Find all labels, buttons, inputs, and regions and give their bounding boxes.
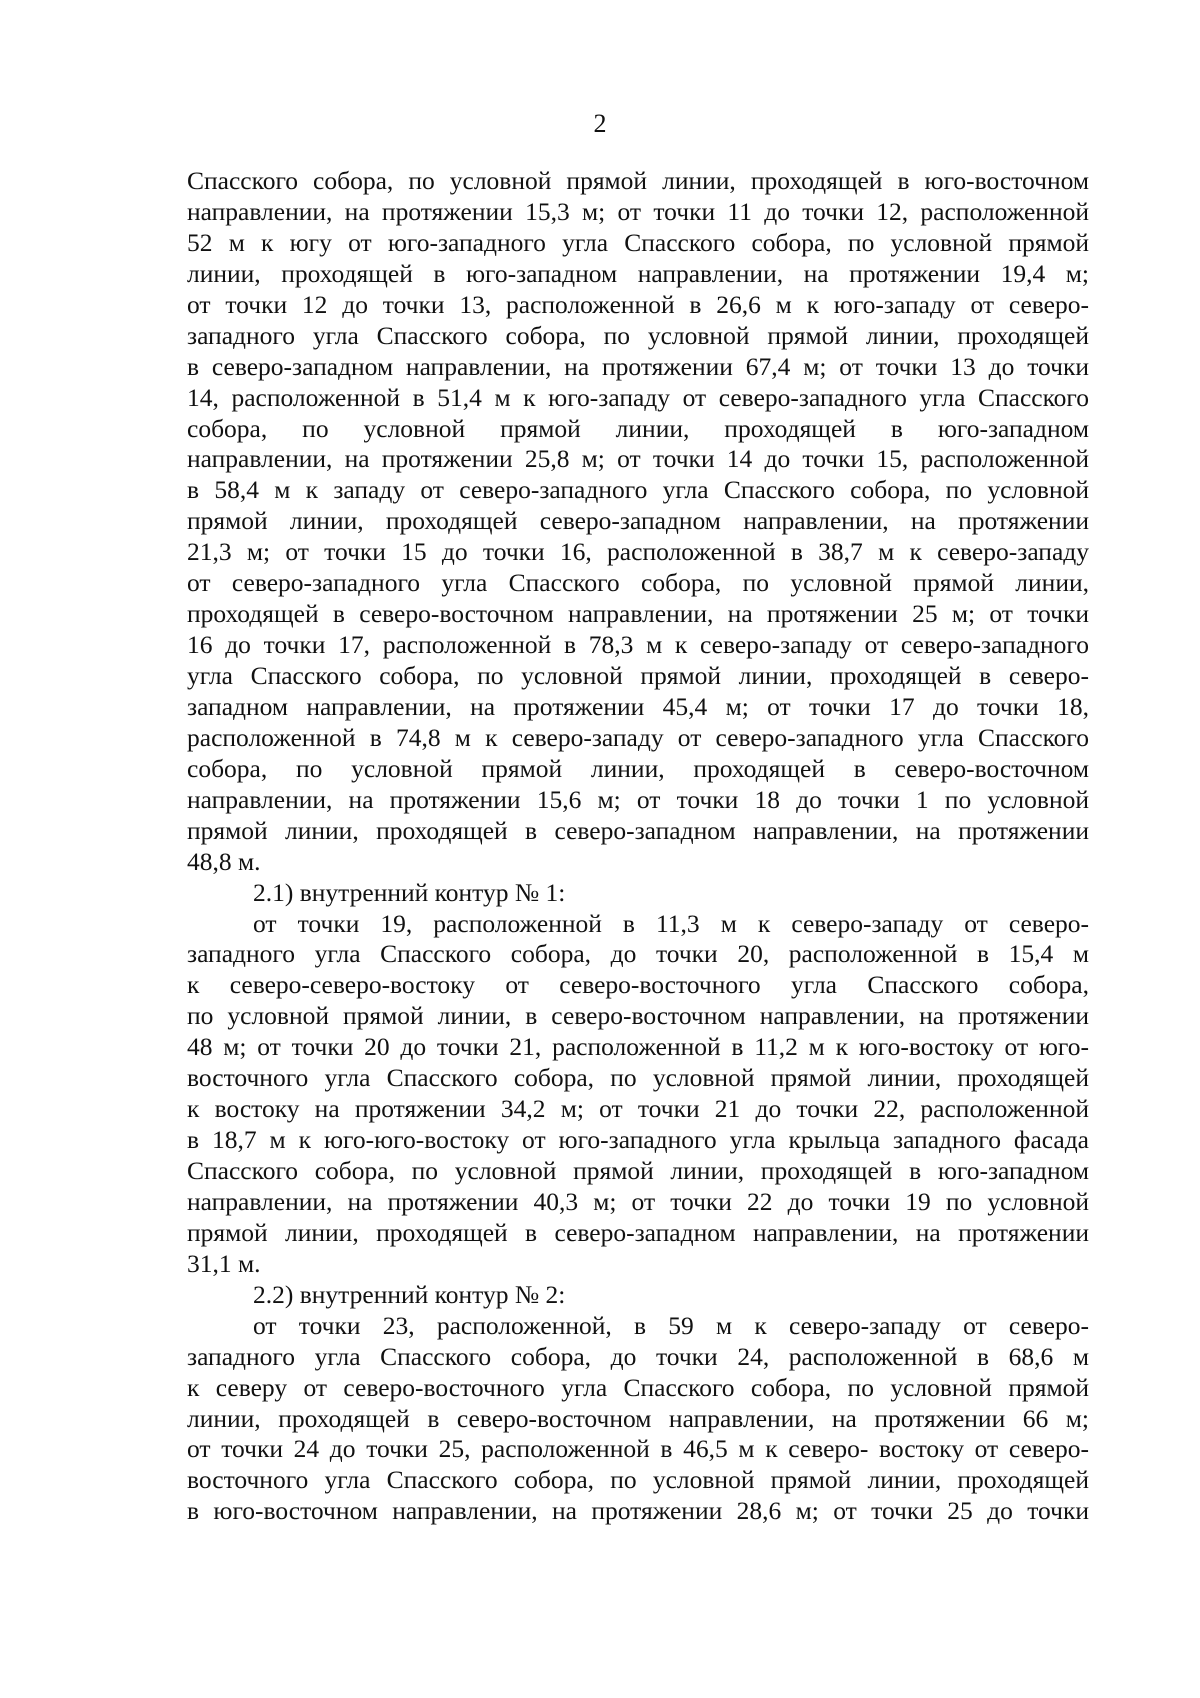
- text-line: от точки 12 до точки 13, расположенной в 26,6 м к юго-западу от северо-: [187, 289, 1089, 319]
- text-line: 31,1 м.: [187, 1248, 261, 1278]
- text-line: от точки 23, расположенной, в 59 м к северо-западу от северо-: [253, 1310, 1089, 1340]
- text-line: 48 м; от точки 20 до точки 21, расположенной в 11,2 м к юго-востоку от юго-: [187, 1032, 1089, 1062]
- text-line: 14, расположенной в 51,4 м к юго-западу от северо-западного угла Спасского: [187, 382, 1089, 412]
- text-line: 52 м к югу от юго-западного угла Спасского собора, по условной прямой: [187, 227, 1089, 257]
- text-line: в юго-восточном направлении, на протяжении 28,6 м; от точки 25 до точки: [187, 1496, 1089, 1526]
- text-line: восточного угла Спасского собора, по условной прямой линии, проходящей: [187, 1465, 1089, 1495]
- text-line: к северо-северо-востоку от северо-восточного угла Спасского собора,: [187, 970, 1089, 1000]
- text-line: западного угла Спасского собора, до точки 24, расположенной в 68,6 м: [187, 1341, 1089, 1371]
- text-line: западного угла Спасского собора, по условной прямой линии, проходящей: [187, 320, 1089, 350]
- text-line: восточного угла Спасского собора, по условной прямой линии, проходящей: [187, 1063, 1089, 1093]
- text-line: линии, проходящей в юго-западном направлении, на протяжении 19,4 м;: [187, 258, 1089, 288]
- text-line: западного угла Спасского собора, до точки 20, расположенной в 15,4 м: [187, 939, 1089, 969]
- text-line: 21,3 м; от точки 15 до точки 16, расположенной в 38,7 м к северо-западу: [187, 537, 1089, 567]
- text-line: прямой линии, проходящей в северо-западном направлении, на протяжении: [187, 1217, 1089, 1247]
- text-line: от северо-западного угла Спасского собора, по условной прямой линии,: [187, 568, 1089, 598]
- text-line: собора, по условной прямой линии, проходящей в юго-западном: [187, 413, 1089, 443]
- text-line: 2.1) внутренний контур № 1:: [253, 877, 566, 907]
- text-line: 16 до точки 17, расположенной в 78,3 м к северо-западу от северо-западного: [187, 630, 1089, 660]
- text-line: от точки 24 до точки 25, расположенной в 46,5 м к северо- востоку от северо-: [187, 1434, 1089, 1464]
- text-line: по условной прямой линии, в северо-восточном направлении, на протяжении: [187, 1001, 1089, 1031]
- text-line: 48,8 м.: [187, 846, 261, 876]
- text-line: линии, проходящей в северо-восточном направлении, на протяжении 66 м;: [187, 1403, 1089, 1433]
- text-line: Спасского собора, по условной прямой линии, проходящей в юго-восточном: [187, 166, 1089, 195]
- text-line: направлении, на протяжении 25,8 м; от точки 14 до точки 15, расположенной: [187, 444, 1089, 474]
- text-line: направлении, на протяжении 15,6 м; от точки 18 до точки 1 по условной: [187, 784, 1089, 814]
- text-line: прямой линии, проходящей северо-западном направлении, на протяжении: [187, 506, 1089, 536]
- text-line: в 58,4 м к западу от северо-западного угла Спасского собора, по условной: [187, 475, 1089, 505]
- text-line: Спасского собора, по условной прямой линии, проходящей в юго-западном: [187, 1156, 1089, 1185]
- text-line: в северо-западном направлении, на протяжении 67,4 м; от точки 13 до точки: [187, 351, 1089, 381]
- document-body: [187, 166, 1089, 1527]
- text-line: 2.2) внутренний контур № 2:: [253, 1279, 566, 1309]
- text-line: расположенной в 74,8 м к северо-западу от северо-западного угла Спасского: [187, 722, 1089, 752]
- text-line: проходящей в северо-восточном направлении, на протяжении 25 м; от точки: [187, 599, 1089, 629]
- text-line: от точки 19, расположенной в 11,3 м к северо-западу от северо-: [253, 908, 1089, 938]
- text-line: к северу от северо-восточного угла Спасского собора, по условной прямой: [187, 1372, 1089, 1402]
- text-line: западном направлении, на протяжении 45,4 м; от точки 17 до точки 18,: [187, 691, 1089, 721]
- page-number: 2: [593, 109, 607, 138]
- text-line: прямой линии, проходящей в северо-западном направлении, на протяжении: [187, 815, 1089, 845]
- text-line: направлении, на протяжении 40,3 м; от точки 22 до точки 19 по условной: [187, 1186, 1089, 1216]
- text-line: направлении, на протяжении 15,3 м; от точки 11 до точки 12, расположенной: [187, 196, 1089, 226]
- text-line: собора, по условной прямой линии, проходящей в северо-восточном: [187, 753, 1089, 783]
- text-line: к востоку на протяжении 34,2 м; от точки 21 до точки 22, расположенной: [187, 1094, 1089, 1124]
- text-line: в 18,7 м к юго-юго-востоку от юго-западного угла крыльца западного фасада: [187, 1125, 1089, 1155]
- text-line: угла Спасского собора, по условной прямой линии, проходящей в северо-: [187, 661, 1089, 690]
